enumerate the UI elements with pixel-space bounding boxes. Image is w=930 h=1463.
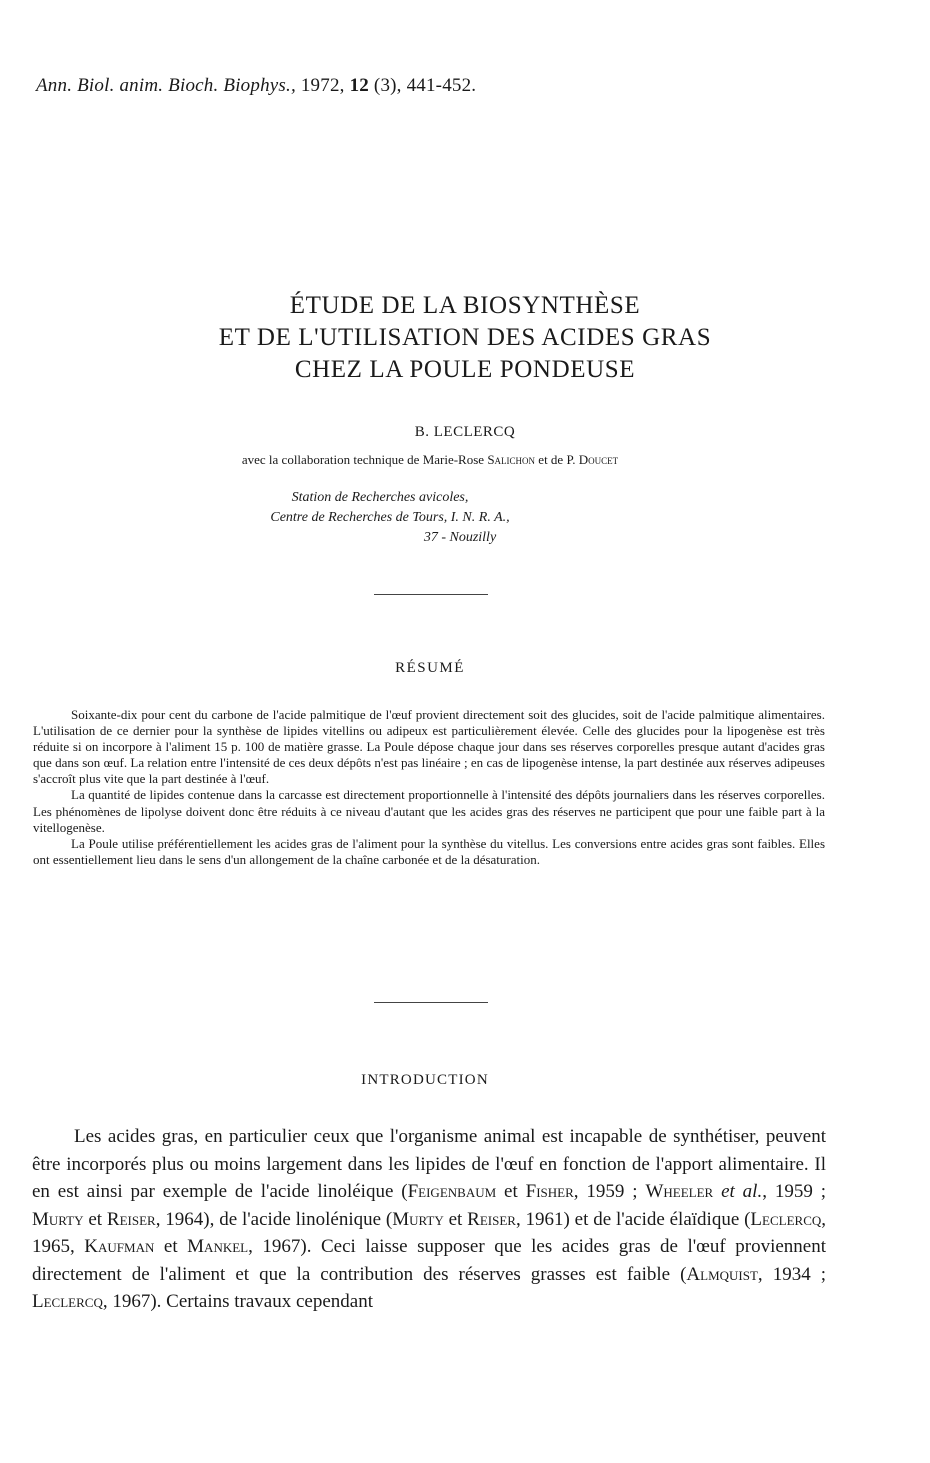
- collab-mid: et de P.: [538, 452, 576, 467]
- ref-author: Reiser: [106, 1208, 156, 1230]
- affiliation-line-2: Centre de Recherches de Tours, I. N. R. A.,: [270, 510, 510, 525]
- ref-author: Leclercq: [750, 1208, 822, 1230]
- intro-text: et: [496, 1181, 526, 1202]
- title-line-3: CHEZ LA POULE PONDEUSE: [294, 356, 636, 383]
- citation-year: 1972,: [300, 75, 345, 96]
- citation-volume: 12: [349, 75, 369, 96]
- journal-name: Ann. Biol. anim. Bioch. Biophys.,: [36, 75, 296, 96]
- intro-text: Les acides gras, en particulier ceux que l'organisme animal est incapable de synthétiser, peuvent être incorporés plus ou moins largement dans les lipides de l'œuf en fonction de l'apport alimentaire. Il en est ainsi par exemple de l'acide linoléique (: [32, 1126, 826, 1202]
- ref-author: Reiser: [467, 1208, 516, 1230]
- intro-text: , 1967). Ceci laisse supposer que les acides gras de l'œuf proviennent directement de l'aliment et que la contribution des réserves grasses est faible (: [32, 1236, 826, 1285]
- affiliation-line-1: Station de Recherches avicoles,: [291, 490, 469, 505]
- intro-text: et: [154, 1236, 188, 1257]
- ref-author: Kaufman: [84, 1236, 155, 1257]
- ref-author: Fisher: [525, 1181, 574, 1202]
- article-title: [0, 290, 930, 386]
- introduction-paragraph: [32, 1123, 826, 1316]
- citation-pages: (3), 441-452.: [373, 75, 477, 96]
- abstract-paragraph-1: Soixante-dix pour cent du carbone de l'acide palmitique de l'œuf provient directement soit des glucides, soit de l'acide palmitique alimentaires. L'utilisation de ce dernier pour la synthèse de lipides vitellins ou adipeux est particulièrement élevée. Celle des glucides pour la lipogenèse est très réduite si on incorpore à l'aliment 15 p. 100 de matière grasse. La Poule dépose chaque jour dans ses réserves corporelles presque autant d'acides gras que dans son œuf. La relation entre l'intensité de ces deux dépôts n'est pas linéaire ; en cas de lipogenèse intense, la part destinée aux réserves adipeuses s'accroît plus vite que la part destinée à l'œuf.: [33, 707, 825, 787]
- ref-author: Murty: [392, 1208, 444, 1230]
- title-line-1: ÉTUDE DE LA BIOSYNTHÈSE: [289, 292, 641, 319]
- journal-citation: [36, 75, 476, 97]
- collaboration-line: [0, 452, 860, 468]
- ref-author: Almquist: [686, 1263, 758, 1285]
- collab-name-1: Salichon: [487, 452, 536, 467]
- divider-rule: [374, 594, 488, 595]
- affiliation: [0, 488, 760, 548]
- collab-name-2: Doucet: [578, 452, 619, 467]
- intro-text: et: [443, 1208, 468, 1230]
- ref-author: Feigenbaum: [407, 1181, 497, 1202]
- collab-prefix: avec la collaboration technique de Marie-Rose: [241, 452, 485, 467]
- title-line-2: ET DE L'UTILISATION DES ACIDES GRAS: [218, 324, 712, 351]
- author-name: B. LECLERCQ: [414, 424, 516, 440]
- intro-text: , 1967). Certains travaux cependant: [102, 1291, 373, 1312]
- intro-text: , 1961) et de l'acide élaïdique (: [515, 1208, 751, 1230]
- ref-author: Wheeler: [645, 1181, 714, 1202]
- intro-text: et: [83, 1208, 107, 1230]
- intro-et-al: et al.: [713, 1181, 763, 1202]
- affiliation-line-3: 37 - Nouzilly: [423, 530, 497, 545]
- intro-text: , 1965,: [32, 1208, 827, 1257]
- ref-author: Leclercq: [32, 1291, 103, 1312]
- ref-author: Mankel: [187, 1236, 249, 1257]
- intro-text: , 1959 ;: [573, 1181, 646, 1202]
- introduction-body: [32, 1123, 826, 1316]
- divider-rule: [374, 1002, 488, 1003]
- abstract-paragraph-2: La quantité de lipides contenue dans la carcasse est directement proportionnelle à l'intensité des dépôts journaliers dans les réserves corporelles. Les phénomènes de lipolyse doivent donc être réduits à ce niveau d'autant que les acides gras des réserves ne participent que pour une faible part à la vitellogenèse.: [33, 787, 825, 835]
- ref-author: Murty: [32, 1208, 84, 1230]
- resume-heading: RÉSUMÉ: [395, 660, 465, 676]
- abstract-body: [33, 707, 825, 868]
- intro-text: , 1959 ;: [762, 1181, 826, 1202]
- intro-text: , 1934 ;: [757, 1263, 826, 1285]
- abstract-paragraph-3: La Poule utilise préférentiellement les acides gras de l'aliment pour la synthèse du vitellus. Les conversions entre acides gras sont faibles. Elles ont essentiellement lieu dans le sens d'un allongement de la chaîne carbonée et de la désaturation.: [33, 835, 825, 867]
- introduction-heading: INTRODUCTION: [361, 1072, 489, 1088]
- intro-text: , 1964), de l'acide linolénique (: [155, 1208, 393, 1230]
